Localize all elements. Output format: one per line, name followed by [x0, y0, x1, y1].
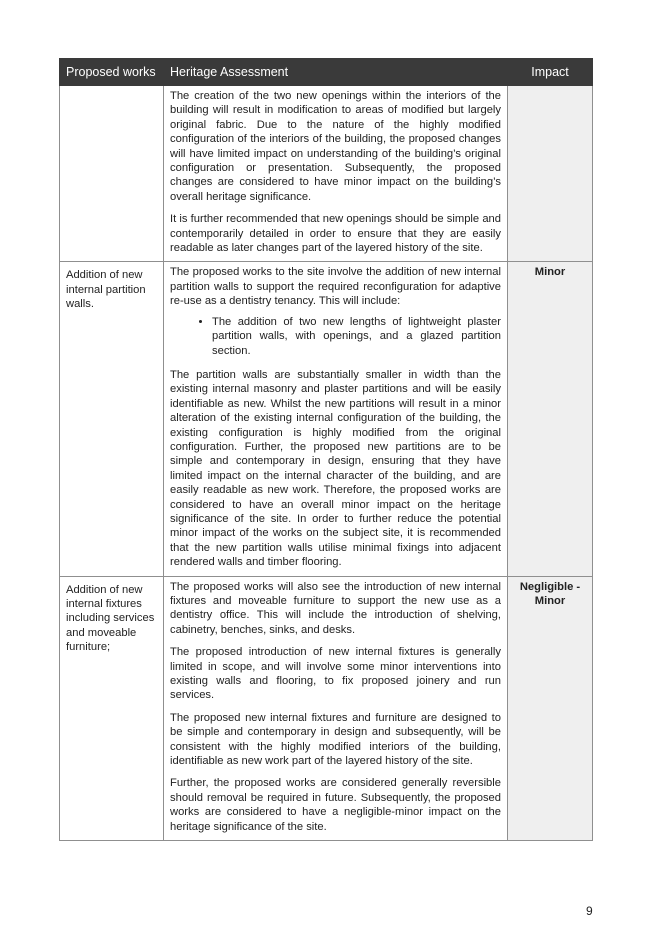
assessment-paragraph: The proposed new internal fixtures and furniture are designed to be simple and contemporary in design and subsequently, will be consistent with the highly modified interiors of the building, identifiable as new work part of the layered history of the site.: [170, 711, 501, 768]
proposed-works-cell: Addition of new internal fixtures including services and moveable furniture;: [60, 576, 164, 841]
assessment-paragraph: The proposed works to the site involve the addition of new internal partition walls to support the required reconfiguration for adaptive re-use as a dentistry tenancy. This will include:: [170, 266, 501, 308]
impact-cell: Minor: [508, 262, 593, 576]
header-proposed-works: Proposed works: [60, 59, 164, 86]
table-row: [60, 262, 593, 576]
assessment-cell: [164, 576, 508, 841]
assessment-paragraph: The creation of the two new openings within the interiors of the building will result in modification to areas of modified but largely original fabric. Due to the nature of the highly modified configuration of the interiors of the building, the proposed changes will have limited impact on understanding of the building’s original configuration or presentation. Subsequently, the proposed changes are considered to have minor impact on the building’s overall heritage significance.: [170, 90, 501, 203]
assessment-paragraph: The proposed works will also see the introduction of new internal fixtures and moveable furniture to support the new use as a dentistry office. This will include the introduction of shelving, cabinetry, benches, sinks, and desks.: [170, 580, 501, 636]
proposed-works-cell: [60, 86, 164, 262]
table-row: [60, 86, 593, 262]
assessment-bullet-list: [170, 315, 501, 358]
impact-cell: [508, 86, 593, 262]
assessment-bullet-item: • The addition of two new lengths of lightweight plaster partition walls, with openings, and a glazed partition section.: [212, 315, 501, 358]
table-row: [60, 576, 593, 841]
assessment-paragraph: It is further recommended that new openings should be simple and contemporarily detailed in order to ensure that they are easily readable as later changes part of the layered history of the site.: [170, 213, 501, 255]
proposed-works-cell: Addition of new internal partition walls.: [60, 262, 164, 576]
header-impact: Impact: [508, 59, 593, 86]
heritage-assessment-table: [59, 58, 593, 841]
assessment-paragraph: The proposed introduction of new internal fixtures is generally limited in scope, and will involve some minor interventions into existing walls and flooring, to fix proposed joinery and run services.: [170, 646, 501, 702]
table-header-row: [60, 59, 593, 86]
impact-cell: Negligible - Minor: [508, 576, 593, 841]
header-heritage-assessment: Heritage Assessment: [164, 59, 508, 86]
assessment-paragraph: Further, the proposed works are considered generally reversible should removal be required in future. Subsequently, the proposed works are considered to have a negligible-minor impact on the heritage significance of the site.: [170, 777, 501, 833]
assessment-cell: [164, 86, 508, 262]
assessment-paragraph: The partition walls are substantially smaller in width than the existing internal masonry and plaster partitions and will be easily identifiable as new. Whilst the new partitions will result in a minor alteration of the existing internal configuration of the building, the existing configuration is highly modified from the original configuration. Further, the proposed new partitions are to be simple and contemporary in design, ensuring that they have limited impact on the internal character of the building, and are easily readable as new work. Therefore, the proposed works are considered to have an overall minor impact on the heritage significance of the site. In order to further reduce the potential minor impact of the works on the subject site, it is recommended that the new partition walls utilise minimal fixings into adjacent rendered walls and timber flooring.: [170, 368, 501, 569]
page-number: 9: [586, 904, 593, 918]
assessment-cell: [164, 262, 508, 576]
